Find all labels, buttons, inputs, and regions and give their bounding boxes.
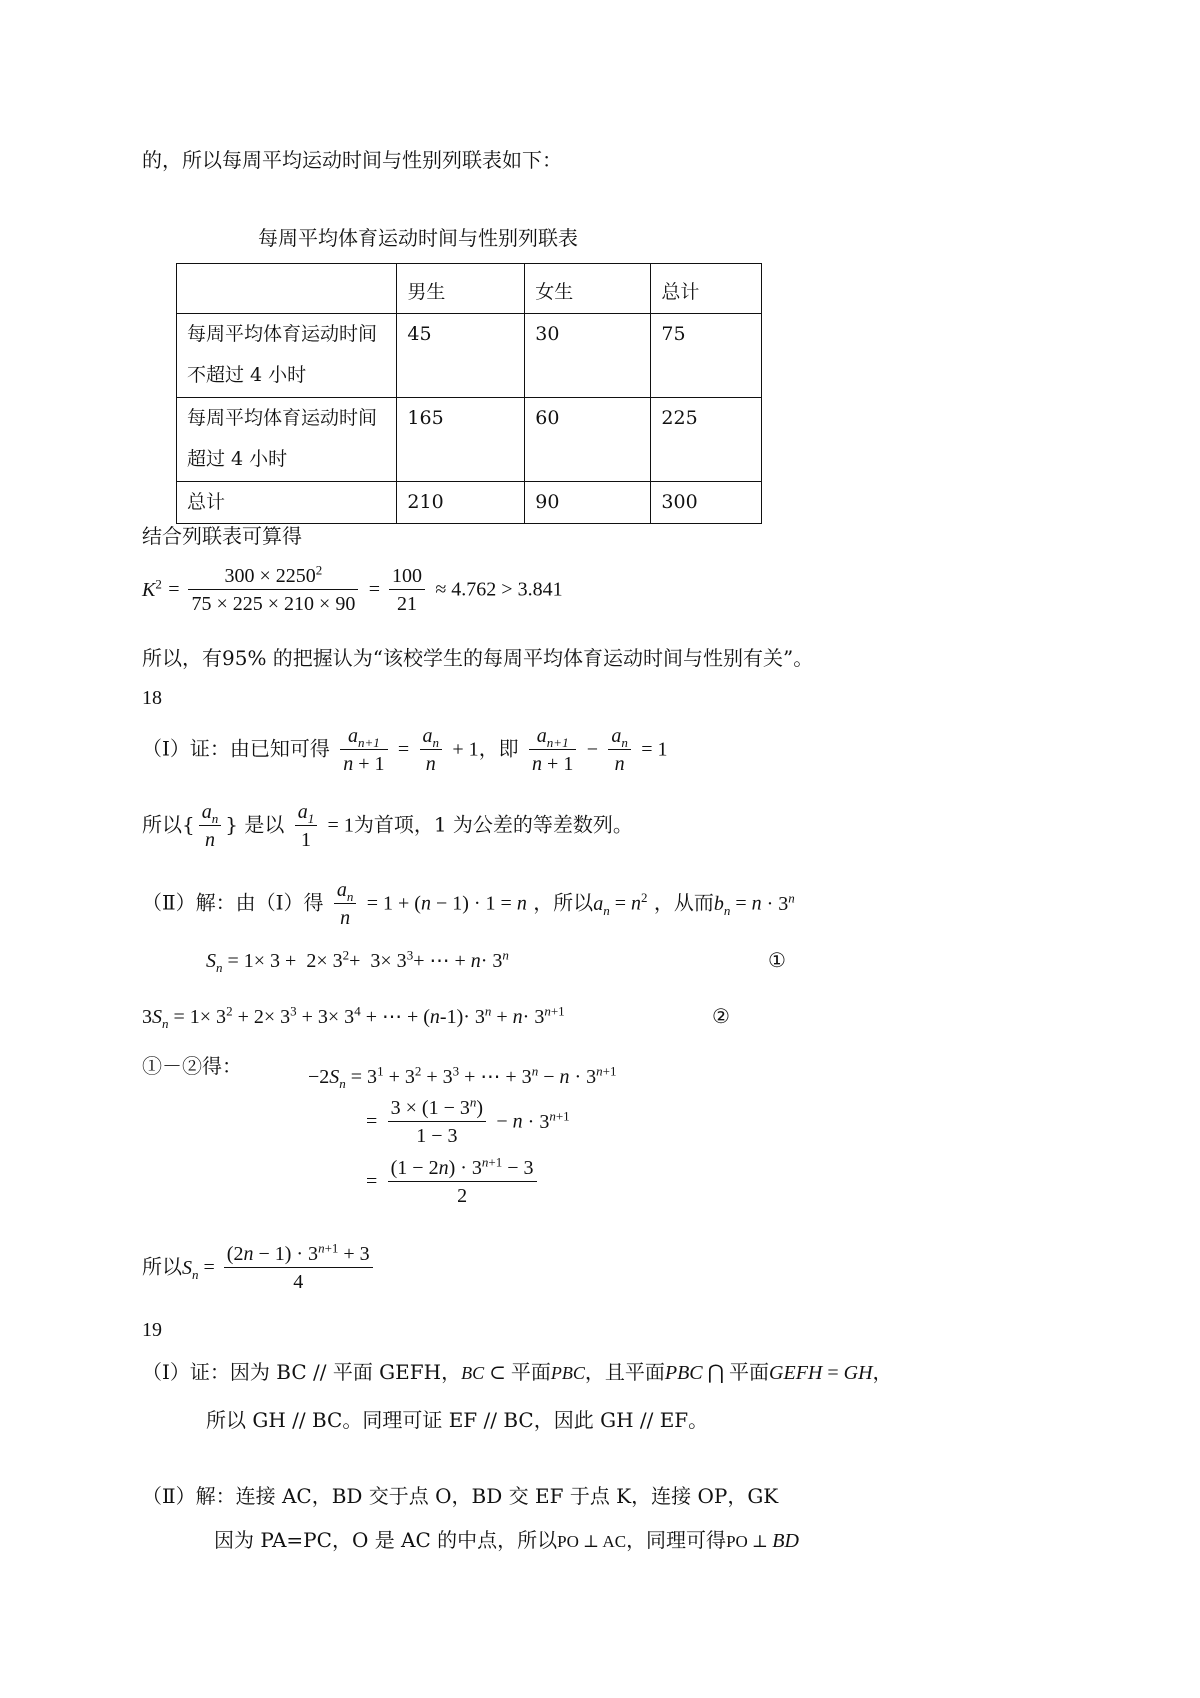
table-cell: 90 — [525, 482, 651, 524]
table-row — [177, 314, 762, 398]
k2-fraction: $\frac{300 \times 2250^2}{75 \times 225 \times 210 \times 90}$ — [188, 566, 358, 614]
sum-equation-1: $S_n = 1\times 3 + 2\times 3^2+ 3\times 3^3+$ ⋯ + $n\cdot 3^n$ — [206, 947, 509, 975]
table-row-label: 总计 — [177, 482, 397, 524]
q18-part1: （Ⅰ）证：由已知可得 $\frac{a_{n+1}}{n + 1}$ = $\frac{a_n}{n}$ + 1，即 $\frac{a_{n+1}}{n + 1}$ − $\frac{a_n}{n}$ = 1 — [142, 725, 668, 775]
q18-part1-conclusion: 所以{ $\frac{a_n}{n}$ } 是以 $\frac{a_1}{1}$ = 1为首项，1 为公差的等差数列。 — [142, 801, 633, 851]
contingency-table — [176, 263, 762, 524]
table-cell: 45 — [397, 314, 525, 398]
row-label-line: 超过 4 小时 — [187, 448, 288, 470]
table-cell: 30 — [525, 314, 651, 398]
q18-part2: （Ⅱ）解：由（Ⅰ）得 $\frac{a_n}{n}$ = 1 + (n − 1) · 1 = n ，所以$a_n = n^2$ ，从而$b_n = n \cdot 3^n$ — [142, 879, 795, 929]
table-cell: 75 — [651, 314, 762, 398]
table-row-label — [177, 398, 397, 482]
table-header-cell: 女生 — [525, 264, 651, 314]
question-number: 18 — [142, 687, 162, 709]
table-row-label — [177, 314, 397, 398]
table-row — [177, 398, 762, 482]
table-cell: 225 — [651, 398, 762, 482]
table-header-cell: 男生 — [397, 264, 525, 314]
table-row — [177, 482, 762, 524]
k2-fraction-simplified: $\frac{100}{21}$ — [389, 566, 425, 614]
row-label-line: 每周平均体育运动时间 — [187, 407, 378, 429]
difference-line-3: = $\frac{(1 - 2n) \cdot 3^{n+1} - 3}{2}$ — [366, 1158, 541, 1206]
conclusion-text: 所以，有95% 的把握认为“该校学生的每周平均体育运动时间与性别有关”。 — [142, 646, 814, 670]
table-header-cell — [177, 264, 397, 314]
table-cell: 60 — [525, 398, 651, 482]
difference-line-2: = $\frac{3 \times (1 - 3^n)}{1 - 3}$ − $n \cdot 3^{n+1}$ — [366, 1094, 570, 1147]
row-label-line: 不超过 4 小时 — [187, 364, 307, 386]
difference-label: ①－②得： — [142, 1054, 242, 1078]
question-number: 19 — [142, 1319, 162, 1341]
k2-formula: $K^2$ = $\frac{300 \times 2250^2}{75 \times 225 \times 210 \times 90}$ = $\frac{100}{21}$ ≈ 4.762 > 3.841 — [142, 562, 563, 615]
k2-comparison: ≈ 4.762 > 3.841 — [435, 578, 563, 601]
table-caption: 每周平均体育运动时间与性别列联表 — [258, 226, 578, 250]
difference-line-1: $-2S_n = 3^1 + 3^2 + 3^3$ + ⋯ + $3^n - n \cdot 3^{n+1}$ — [308, 1063, 617, 1091]
table-cell: 210 — [397, 482, 525, 524]
q19-part1: （Ⅰ）证：因为 BC // 平面 GEFH，BC ⊂ 平面PBC，且平面PBC ⋂ 平面GEFH = GH， — [142, 1360, 893, 1384]
equation-marker-2: ② — [712, 1004, 730, 1028]
k2-symbol: $K^2$ — [142, 575, 162, 601]
table-cell: 300 — [651, 482, 762, 524]
table-cell: 165 — [397, 398, 525, 482]
q19-part2-line1: （Ⅱ）解：连接 AC，BD 交于点 O，BD 交 EF 于点 K，连接 OP，GK — [142, 1484, 779, 1508]
q19-part2-line2: 因为 PA=PC，O 是 AC 的中点，所以PO ⊥ AC，同理可得PO ⊥ BD — [214, 1528, 799, 1552]
sum-result: 所以$S_n$ = $\frac{(2n - 1) \cdot 3^{n+1} + 3}{4}$ — [142, 1244, 377, 1292]
equation-marker-1: ① — [768, 948, 786, 972]
combine-text: 结合列联表可算得 — [142, 524, 302, 548]
intro-text: 的，所以每周平均运动时间与性别列联表如下： — [142, 148, 562, 172]
table-header-row — [177, 264, 762, 314]
sum-equation-2: $3S_n = 1\times 3^2 + 2\times 3^3 + 3\times 3^4$ + ⋯ + $(n-1)\cdot 3^n + n\cdot 3^{n+1}$ — [142, 1003, 565, 1031]
q19-part1-line2: 所以 GH // BC。同理可证 EF // BC，因此 GH // EF。 — [206, 1408, 709, 1432]
row-label-line: 每周平均体育运动时间 — [187, 323, 378, 345]
table-header-cell: 总计 — [651, 264, 762, 314]
